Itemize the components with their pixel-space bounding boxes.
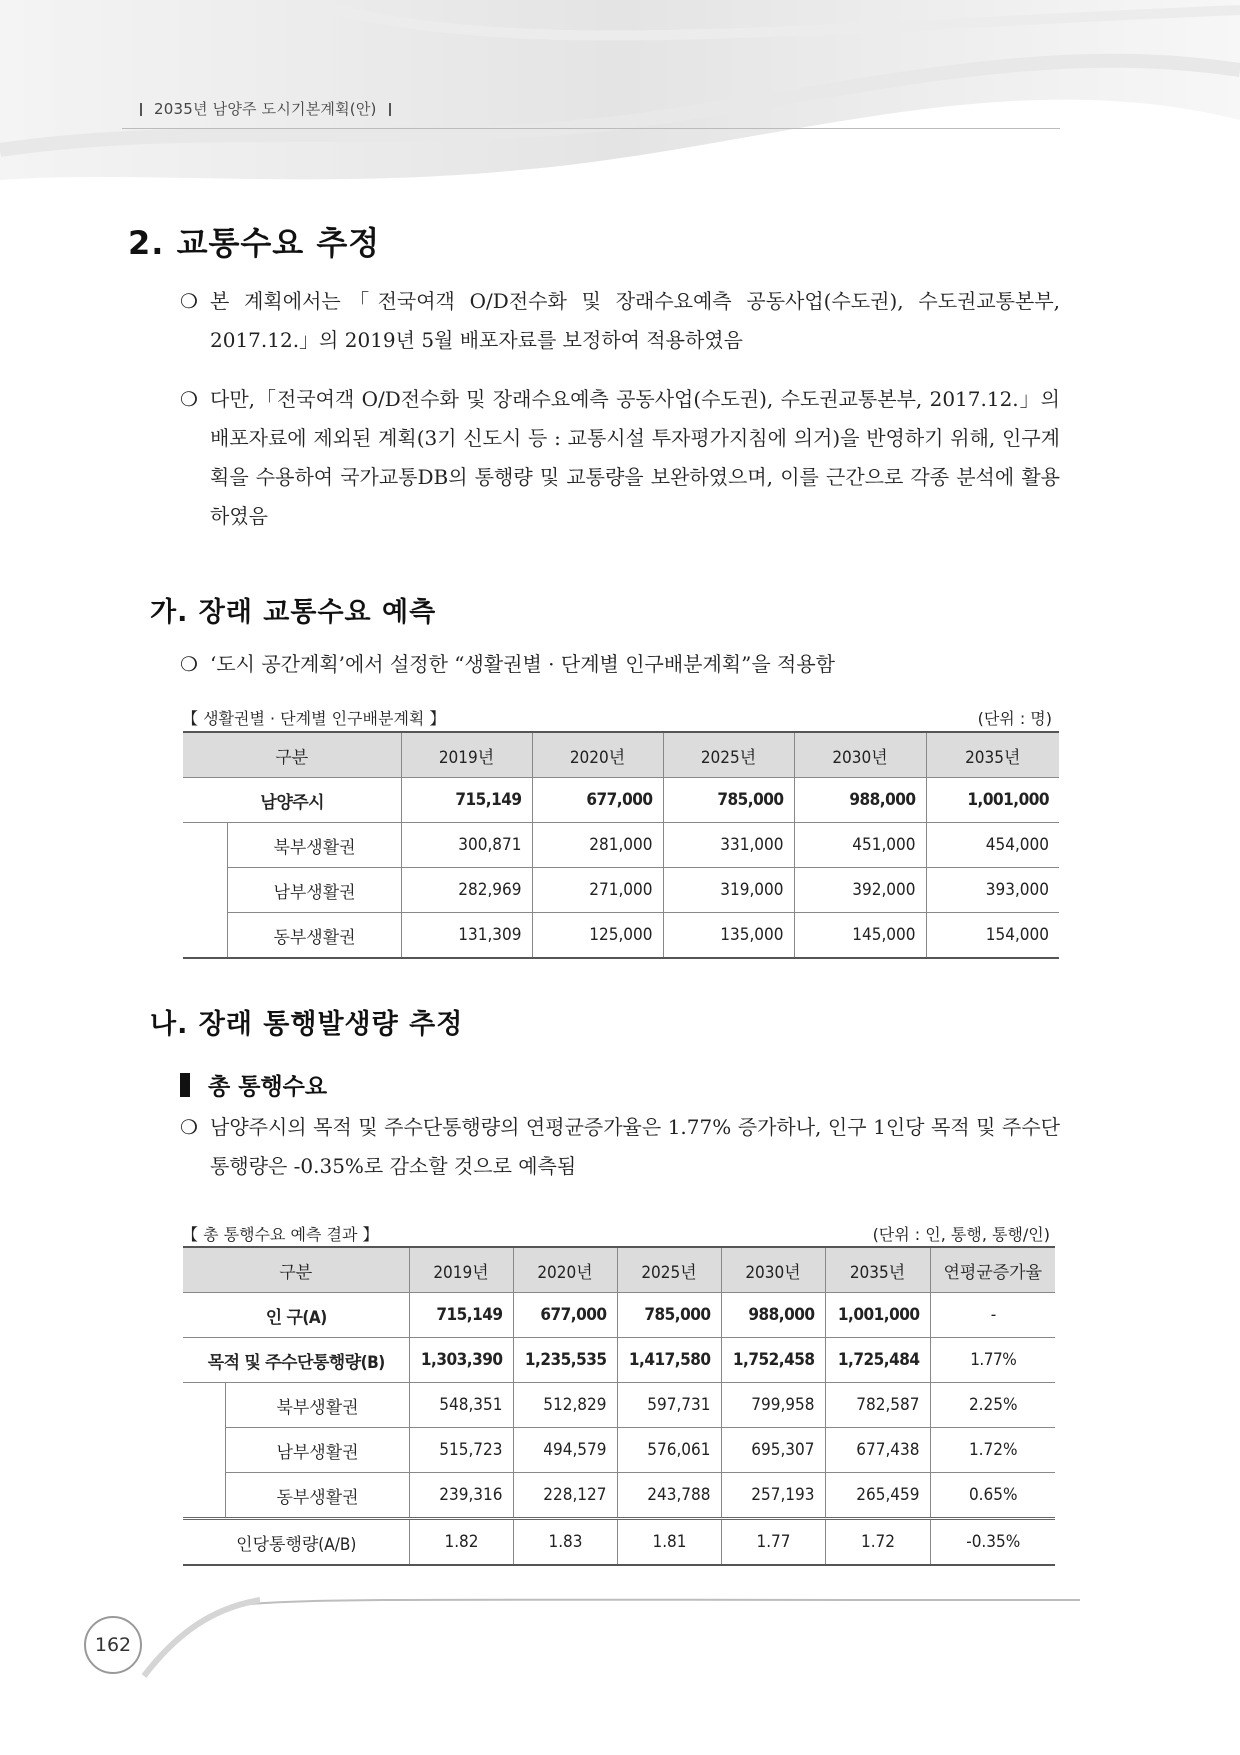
table-cell: 154,000	[926, 913, 1059, 959]
table-cell: 1,725,484	[825, 1338, 930, 1383]
table-cell: 799,958	[721, 1383, 825, 1428]
table-cell: 512,829	[513, 1383, 617, 1428]
column-header: 2019년	[401, 732, 532, 778]
column-header: 2025년	[617, 1247, 721, 1293]
indent-cell	[183, 823, 227, 868]
table-cell: 1.77%	[930, 1338, 1055, 1383]
header-rule	[122, 128, 1060, 129]
table-cell: 135,000	[663, 913, 794, 959]
table-cell: 677,438	[825, 1428, 930, 1473]
bullet-circle-icon: ❍	[180, 387, 198, 411]
table-cell: 0.65%	[930, 1473, 1055, 1519]
section-title: 2. 교통수요 추정	[128, 224, 381, 262]
indent-cell	[183, 1473, 225, 1519]
table-row	[183, 1338, 1055, 1383]
table-cell: -0.35%	[930, 1519, 1055, 1566]
column-header: 2030년	[794, 732, 926, 778]
table-header-row	[183, 1247, 1055, 1293]
column-header: 구분	[183, 1247, 409, 1293]
indent-cell	[183, 868, 227, 913]
table-cell: 597,731	[617, 1383, 721, 1428]
table-cell: 1.81	[617, 1519, 721, 1566]
footer-swoosh	[120, 1590, 1080, 1680]
table-cell: 257,193	[721, 1473, 825, 1519]
table-cell: 331,000	[663, 823, 794, 868]
subsection-b-title: 나. 장래 통행발생량 추정	[150, 1009, 464, 1040]
row-label: 목적 및 주수단통행량(B)	[183, 1338, 409, 1383]
table-cell: 228,127	[513, 1473, 617, 1519]
table-cell: 715,149	[401, 778, 532, 823]
table-row	[183, 1519, 1055, 1566]
table-row	[183, 868, 1059, 913]
table-cell: 454,000	[926, 823, 1059, 868]
table-cell: 243,788	[617, 1473, 721, 1519]
row-label: 동부생활권	[227, 913, 401, 959]
intro-paragraph-1	[180, 282, 1060, 360]
table-row	[183, 1383, 1055, 1428]
table-cell: 1,001,000	[825, 1293, 930, 1338]
subsection-b-paragraph	[180, 1108, 1060, 1186]
table-cell: 1,303,390	[409, 1338, 513, 1383]
table-row	[183, 1473, 1055, 1519]
table-cell: 2.25%	[930, 1383, 1055, 1428]
intro-text-2: 다만,「전국여객 O/D전수화 및 장래수요예측 공동사업(수도권), 수도권교통본부, 2017.12.」의 배포자료에 제외된 계획(3기 신도시 등 : 교통시설 투자평가지침에 의거)을 반영하기 위해, 인구계획을 수용하여 국가교통DB의 통행량 및 교통량을 보완하였으며, 이를 근간으로 각종 분석에 활용하였음	[210, 387, 1060, 528]
header-title: 2035년 남양주 도시기본계획(안)	[154, 100, 377, 118]
subsection-b-text: 남양주시의 목적 및 주수단통행량의 연평균증가율은 1.77% 증가하나, 인구 1인당 목적 및 주수단통행량은 -0.35%로 감소할 것으로 예측됨	[210, 1115, 1060, 1178]
table-cell: 695,307	[721, 1428, 825, 1473]
table-cell: 548,351	[409, 1383, 513, 1428]
table-1-caption-row	[182, 706, 1052, 729]
table-cell: 392,000	[794, 868, 926, 913]
table-cell: 281,000	[532, 823, 663, 868]
row-label: 북부생활권	[225, 1383, 409, 1428]
table-cell: 1.72	[825, 1519, 930, 1566]
indent-cell	[183, 913, 227, 959]
table-cell: 282,969	[401, 868, 532, 913]
column-header: 연평균증가율	[930, 1247, 1055, 1293]
table-row	[183, 778, 1059, 823]
running-header	[128, 98, 403, 119]
row-label: 북부생활권	[227, 823, 401, 868]
column-header: 2025년	[663, 732, 794, 778]
table-cell: 300,871	[401, 823, 532, 868]
subsection-a-paragraph	[180, 645, 1060, 684]
square-marker-icon	[180, 1073, 190, 1097]
table-cell: 988,000	[794, 778, 926, 823]
table-cell: 1.72%	[930, 1428, 1055, 1473]
row-label: 인 구(A)	[183, 1293, 409, 1338]
column-header: 2035년	[926, 732, 1059, 778]
row-label: 동부생활권	[225, 1473, 409, 1519]
header-divider	[389, 103, 391, 116]
table-1-caption: 【 생활권별 · 단계별 인구배분계획 】	[182, 709, 446, 728]
row-label: 인당통행량(A/B)	[183, 1519, 409, 1566]
row-label: 남부생활권	[227, 868, 401, 913]
intro-paragraph-2	[180, 380, 1060, 536]
table-1-unit: (단위 : 명)	[977, 709, 1052, 728]
table-row	[183, 1293, 1055, 1338]
table-2-caption: 【 총 통행수요 예측 결과 】	[182, 1225, 379, 1244]
table-cell: 145,000	[794, 913, 926, 959]
table-cell: 1.77	[721, 1519, 825, 1566]
table-cell: 988,000	[721, 1293, 825, 1338]
table-cell: 494,579	[513, 1428, 617, 1473]
table-cell: 677,000	[532, 778, 663, 823]
table-cell: 451,000	[794, 823, 926, 868]
table-cell: 319,000	[663, 868, 794, 913]
table-row	[183, 913, 1059, 959]
table-row	[183, 823, 1059, 868]
column-header: 2020년	[532, 732, 663, 778]
table-cell: 271,000	[532, 868, 663, 913]
row-label: 남부생활권	[225, 1428, 409, 1473]
subsection-a-text: ‘도시 공간계획’에서 설정한 “생활권별 · 단계별 인구배분계획”을 적용함	[210, 652, 835, 676]
table-cell: 1,001,000	[926, 778, 1059, 823]
header-background-wave	[0, 0, 1240, 240]
table-cell: 677,000	[513, 1293, 617, 1338]
column-header: 2035년	[825, 1247, 930, 1293]
table-cell: 1.83	[513, 1519, 617, 1566]
indent-cell	[183, 1428, 225, 1473]
bullet-circle-icon: ❍	[180, 652, 198, 676]
bullet-circle-icon: ❍	[180, 1115, 198, 1139]
subsection-a-title: 가. 장래 교통수요 예측	[150, 597, 437, 628]
trip-demand-table	[183, 1246, 1055, 1566]
table-cell: 785,000	[617, 1293, 721, 1338]
table-cell: 239,316	[409, 1473, 513, 1519]
table-cell: 1,235,535	[513, 1338, 617, 1383]
table-cell: 715,149	[409, 1293, 513, 1338]
table-2-unit: (단위 : 인, 통행, 통행/인)	[872, 1225, 1050, 1244]
table-cell: 131,309	[401, 913, 532, 959]
table-header-row	[183, 732, 1059, 778]
table-cell: 515,723	[409, 1428, 513, 1473]
table-cell: 782,587	[825, 1383, 930, 1428]
table-cell: 125,000	[532, 913, 663, 959]
population-table	[183, 731, 1059, 959]
table-cell: 1.82	[409, 1519, 513, 1566]
column-header: 2030년	[721, 1247, 825, 1293]
table-cell: 785,000	[663, 778, 794, 823]
header-divider	[140, 103, 142, 116]
table-2-caption-row	[182, 1222, 1050, 1245]
subsection-b-heading-text: 총 통행수요	[208, 1074, 328, 1100]
table-cell: 1,752,458	[721, 1338, 825, 1383]
table-cell: 1,417,580	[617, 1338, 721, 1383]
column-header: 구분	[183, 732, 401, 778]
table-cell: 265,459	[825, 1473, 930, 1519]
indent-cell	[183, 1383, 225, 1428]
intro-text-1: 본 계획에서는「전국여객 O/D전수화 및 장래수요예측 공동사업(수도권), 수도권교통본부, 2017.12.」의 2019년 5월 배포자료를 보정하여 적용하였음	[210, 289, 1060, 352]
table-cell: -	[930, 1293, 1055, 1338]
table-row	[183, 1428, 1055, 1473]
bullet-circle-icon: ❍	[180, 289, 198, 313]
row-label: 남양주시	[183, 778, 401, 823]
subsection-b-heading	[180, 1068, 327, 1101]
table-cell: 393,000	[926, 868, 1059, 913]
page-number: 162	[84, 1616, 142, 1674]
column-header: 2019년	[409, 1247, 513, 1293]
table-cell: 576,061	[617, 1428, 721, 1473]
column-header: 2020년	[513, 1247, 617, 1293]
